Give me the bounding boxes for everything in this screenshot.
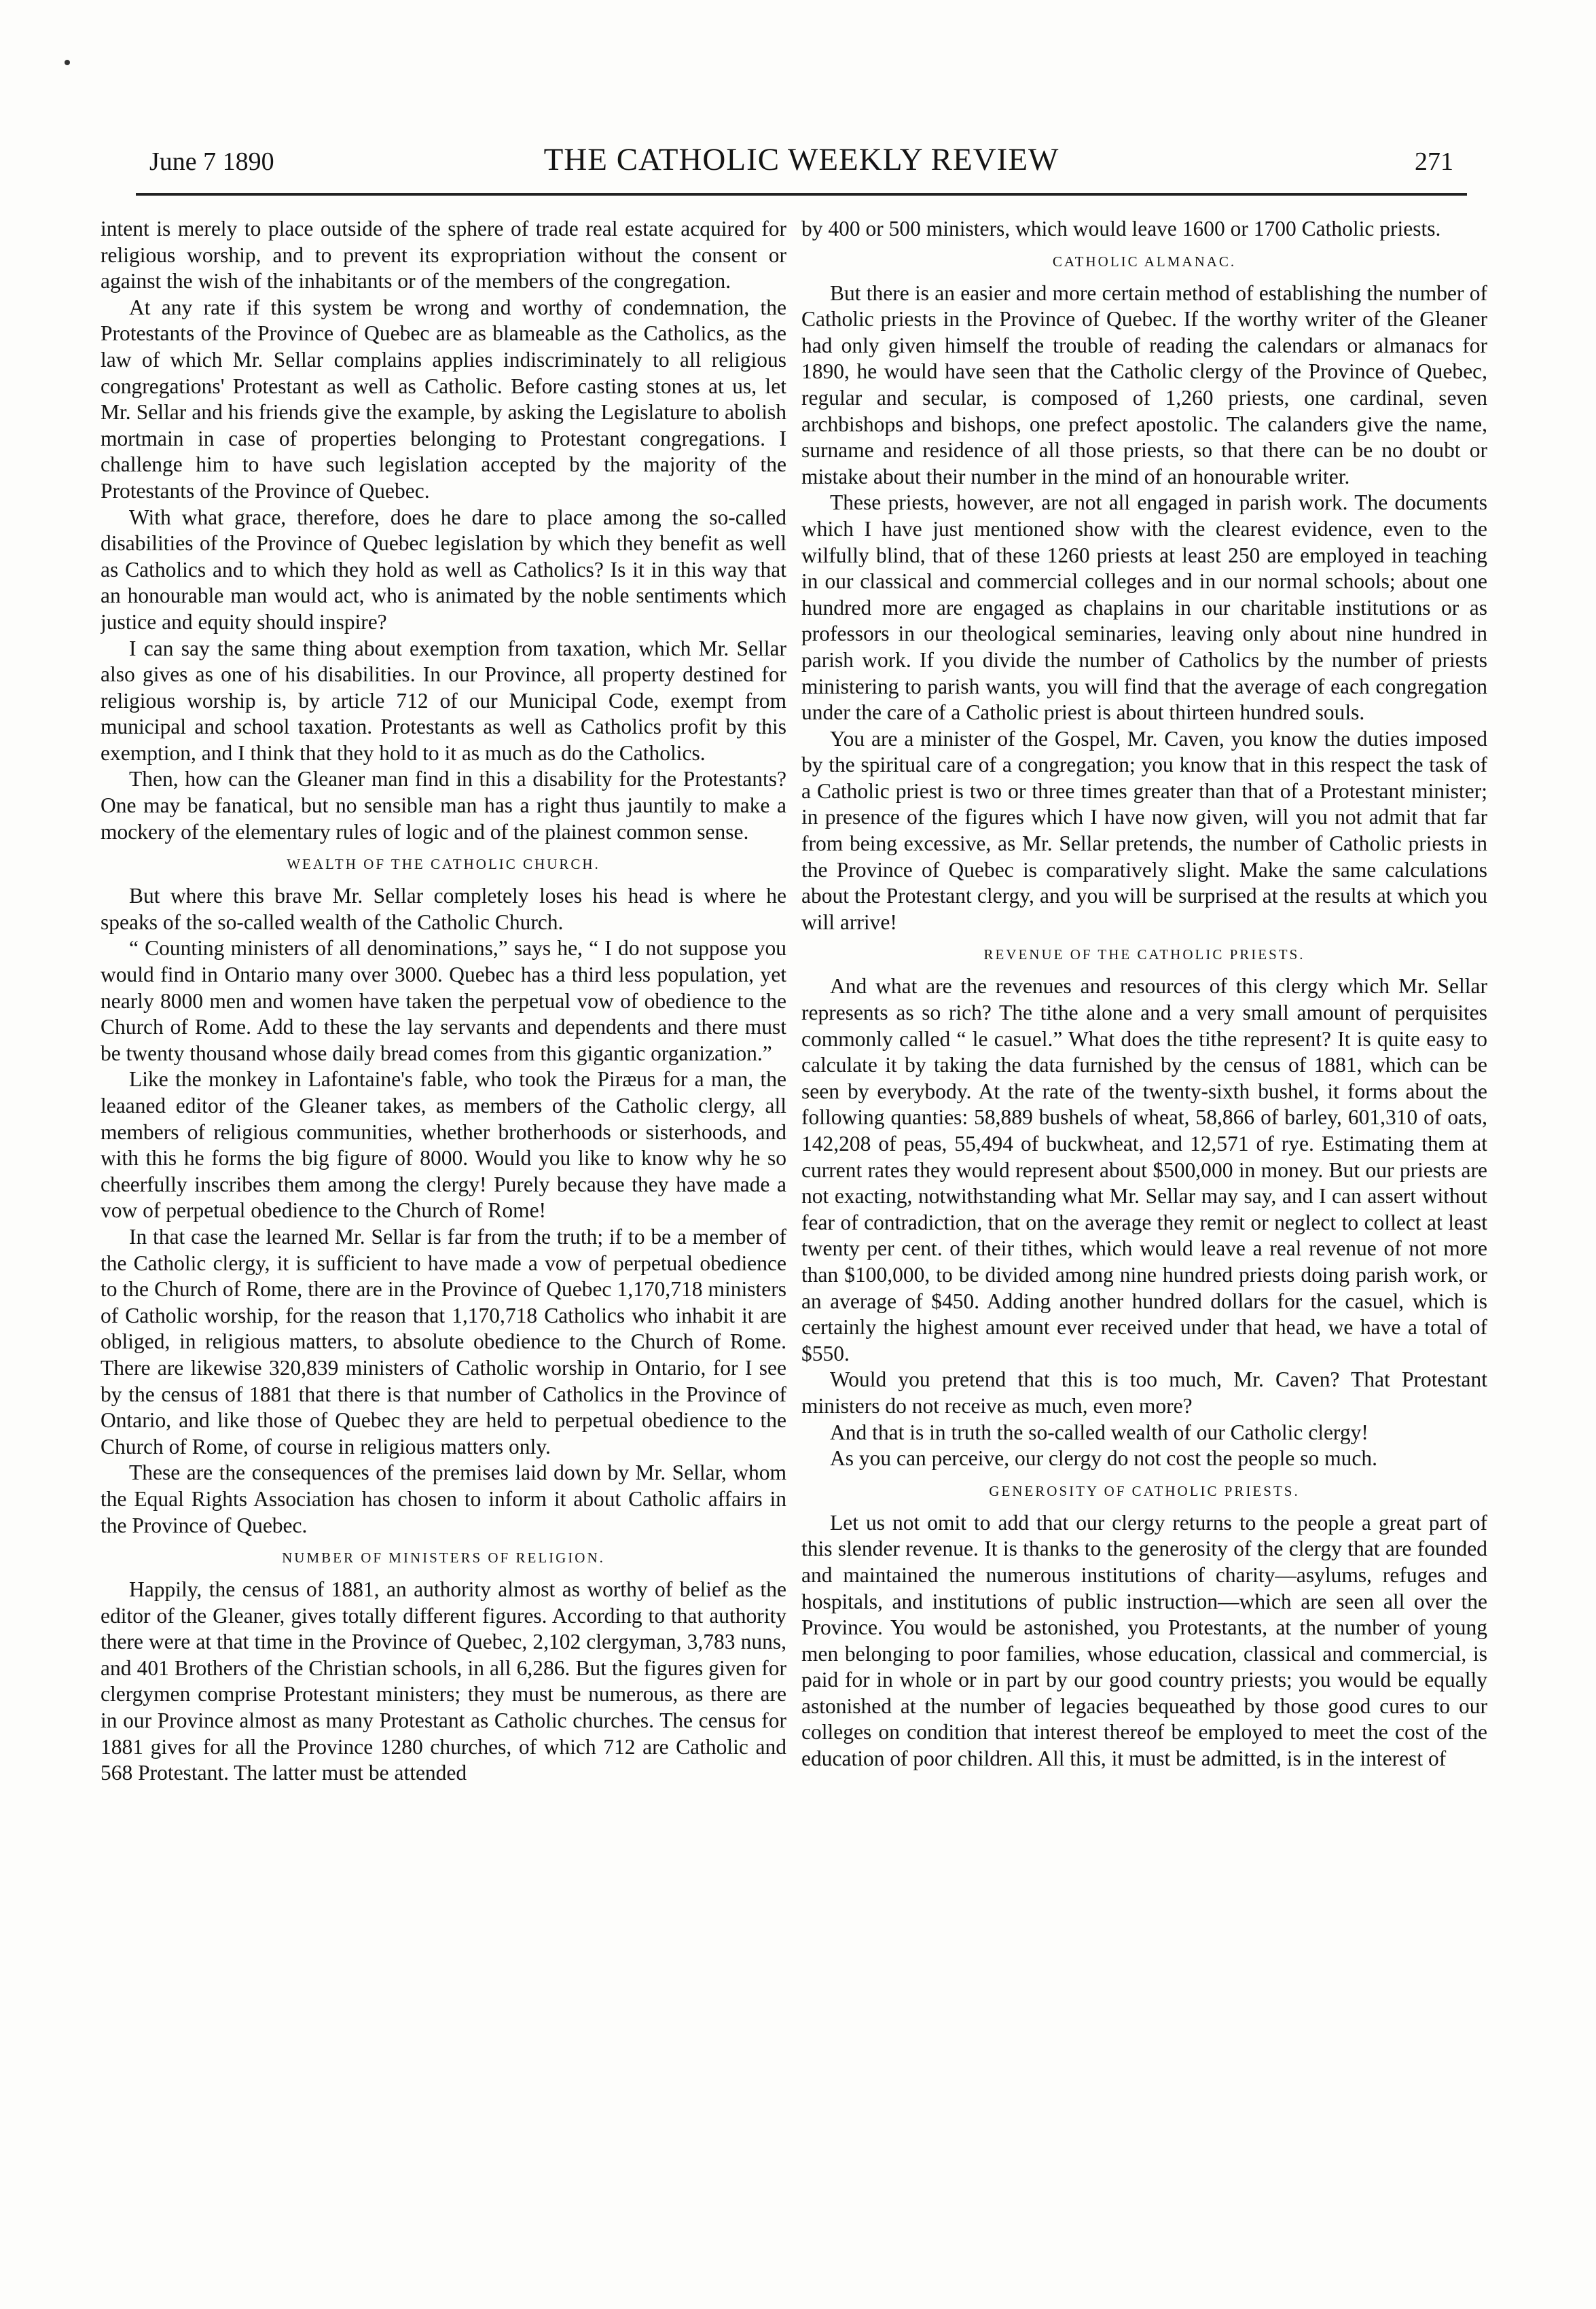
paragraph: Then, how can the Gleaner man find in this a disability for the Protestants? One may be fanatical, but no sensible man has a right thus jauntily to make a mockery of the elementary rules of logic and of the plainest common sense. [101, 767, 786, 844]
masthead [136, 141, 1467, 182]
paragraph: “ Counting ministers of all denominations,” says he, “ I do not suppose you would find in Ontario many over 3000. Quebec has a third less population, yet nearly 8000 men and women have taken the perpetual vow of obedience to the Church of Rome. Add to these the lay servants and dependents and there must be twenty thousand whose daily bread comes from this gigantic organization.” [101, 936, 786, 1065]
page-number: 271 [1415, 147, 1453, 176]
issue-date: June 7 1890 [149, 147, 274, 176]
page-speck-mark [65, 60, 70, 65]
paragraph: These priests, however, are not all engaged in parish work. The documents which I have just mentioned show with the clearest evidence, even to the wilfully blind, that of these 1260 priests at least 250 are employed in teaching in our classical and commercial colleges and in our normal schools; about one hundred more are engaged as chaplains in our charitable institutions or as professors in our theological seminaries, leaving only about nine hundred in parish work. If you divide the number of Catholics by the number of priests ministering to parish wants, you will find that the average of each congregation under the care of a Catholic priest is about thirteen hundred souls. [801, 490, 1487, 725]
paragraph: I can say the same thing about exemption from taxation, which Mr. Sellar also gives as one of his disabilities. In our Province, all property destined for religious worship is, by article 712 of our Municipal Code, exempt from municipal and school taxation. Protestants as well as Catholics profit by this exemption, and I think that they hold to it as much as do the Catholics. [101, 636, 786, 765]
paragraph: intent is merely to place outside of the sphere of trade real estate acquired for religious worship, and to prevent its expropriation without the consent or against the wish of the inhabitants or of the members of the congregation. [101, 217, 786, 293]
header-rule [136, 193, 1467, 196]
paragraph: Would you pretend that this is too much, Mr. Caven? That Protestant ministers do not receive as much, even more? [801, 1367, 1487, 1418]
paragraph: But where this brave Mr. Sellar completely loses his head is where he speaks of the so-called wealth of the Catholic Church. [101, 884, 786, 934]
section-heading: CATHOLIC ALMANAC. [1052, 253, 1237, 270]
paragraph: Like the monkey in Lafontaine's fable, who took the Piræus for a man, the leaaned editor of the Gleaner takes, as members of the Catholic clergy, all members of religious communities, whether brotherhoods or sisterhoods, and with this he forms the big figure of 8000. Would you like to know why he so cheerfully inscribes them among the clergy! Purely because they have made a vow of perpetual obedience to the Church of Rome! [101, 1067, 786, 1223]
publication-title: THE CATHOLIC WEEKLY REVIEW [543, 142, 1059, 177]
section-heading: GENEROSITY OF CATHOLIC PRIESTS. [989, 1482, 1300, 1499]
paragraph: At any rate if this system be wrong and worthy of condemnation, the Protestants of the Province of Quebec are as blameable as the Catholics, as the law of which Mr. Sellar complains applies indiscriminately to all religious congregations' Protestant as well as Catholic. Before casting stones at us, let Mr. Sellar and his friends give the example, by asking the Legislature to abolish mortmain in case of properties belonging to Protestant congregations. I challenge him to have such legislation accepted by the majority of the Protestants of the Province of Quebec. [101, 295, 786, 503]
paragraph: These are the consequences of the premises laid down by Mr. Sellar, whom the Equal Rights Association has chosen to inform it about Catholic affairs in the Province of Quebec. [101, 1461, 786, 1537]
paragraph: You are a minister of the Gospel, Mr. Caven, you know the duties imposed by the spiritual care of a congregation; you know that in this respect the task of a Catholic priest is two or three times greater than that of a Protestant minister; in presence of the figures which I have now given, will you not admit that far from being excessive, as Mr. Sellar pretends, the number of Catholic priests in the Province of Quebec is comparatively slight. Make the same calculations about the Protestant clergy, and you will be surprised at the results at which you will arrive! [801, 726, 1487, 934]
paragraph: Let us not omit to add that our clergy returns to the people a great part of this slender revenue. It is thanks to the generosity of the clergy that are founded and maintained the numerous institutions of charity—asylums, refuges and hospitals, and institutions of public instruction—which are seen all over the Province. You would be astonished, you Protestants, at the number of young men belonging to poor families, whose education, classical and commercial, is paid for in whole or in part by our good country priests; you would be equally astonished at the number of legacies bequeathed by those good cures to our colleges on condition that interest thereof be employed to meet the cost of the education of poor children. All this, it must be admitted, is in the interest of [801, 1510, 1487, 1771]
right-column [801, 216, 1487, 2261]
paragraph: As you can perceive, our clergy do not cost the people so much. [830, 1446, 1377, 1471]
paragraph: And that is in truth the so-called wealth of our Catholic clergy! [830, 1420, 1368, 1444]
paragraph: With what grace, therefore, does he dare to place among the so-called disabilities of the Province of Quebec legislation by which they benefit as well as Catholics and to which they hold as well as Catholics? Is it in this way that an honourable man would act, who is animated by the noble sentiments which justice and equity should inspire? [101, 505, 786, 634]
paragraph: And what are the revenues and resources of this clergy which Mr. Sellar represents as so rich? The tithe alone and a very small amount of perquisites commonly called “ le casuel.” What does the tithe represent? It is quite easy to calculate it by taking the data furnished by the census of 1881, which can be seen by everybody. At the rate of the twenty-sixth bushel, it forms about the following quanties: 58,889 bushels of wheat, 58,866 of barley, 601,310 of oats, 142,208 of peas, 55,494 of buckwheat, and 12,571 of rye. Estimating them at current rates they would represent about $500,000 in money. But our priests are not exacting, notwithstanding what Mr. Sellar may say, and I can assert without fear of contradiction, that on the average they remit or neglect to collect at least twenty per cent. of their tithes, which would leave a real revenue of not more than $100,000, to be divided among nine hundred priests doing parish work, or an average of $450. Adding another hundred dollars for the casuel, which is certainly the highest amount ever received under that head, we have a total of $550. [801, 974, 1487, 1365]
section-heading: NUMBER OF MINISTERS OF RELIGION. [282, 1550, 605, 1567]
paragraph: In that case the learned Mr. Sellar is far from the truth; if to be a member of the Catholic clergy, it is sufficient to have made a vow of perpetual obedience to the Church of Rome, there are in the Province of Quebec 1,170,718 ministers of Catholic worship, for the reason that 1,170,718 Catholics who inhabit it are obliged, in religious matters, to absolute obedience to the Church of Rome. There are likewise 320,839 ministers of Catholic worship in Ontario, for I see by the census of 1881 that there is that number of Catholics in the Province of Ontario, and like those of Quebec they are held to perpetual obedience to the Church of Rome, of course in religious matters only. [101, 1224, 786, 1458]
paragraph: by 400 or 500 ministers, which would leave 1600 or 1700 Catholic priests. [801, 217, 1441, 240]
section-heading: REVENUE OF THE CATHOLIC PRIESTS. [983, 946, 1305, 963]
left-column [101, 216, 786, 2261]
section-heading: WEALTH OF THE CATHOLIC CHURCH. [287, 856, 600, 873]
paragraph: But there is an easier and more certain method of establishing the number of Catholic priests in the Province of Quebec. If the worthy writer of the Gleaner had only given himself the trouble of reading the calendars or almanacs for 1890, he would have seen that the Catholic clergy of the Province of Quebec, regular and secular, is composed of 1,260 priests, one cardinal, seven archbishops and bishops, one prefect apostolic. The calanders give the name, surname and residence of all those priests, so that there can be no doubt or mistake about their number in the mind of an honourable writer. [801, 281, 1487, 488]
paragraph: Happily, the census of 1881, an authority almost as worthy of belief as the editor of the Gleaner, gives totally different figures. According to that authority there were at that time in the Province of Quebec, 2,102 clergyman, 3,783 nuns, and 401 Brothers of the Christian schools, in all 6,286. But the figures given for clergymen comprise Protestant ministers; they must be numerous, as there are in our Province almost as many Protestant as Catholic churches. The census for 1881 gives for all the Province 1280 churches, of which 712 are Catholic and 568 Protestant. The latter must be attended [101, 1577, 786, 1785]
